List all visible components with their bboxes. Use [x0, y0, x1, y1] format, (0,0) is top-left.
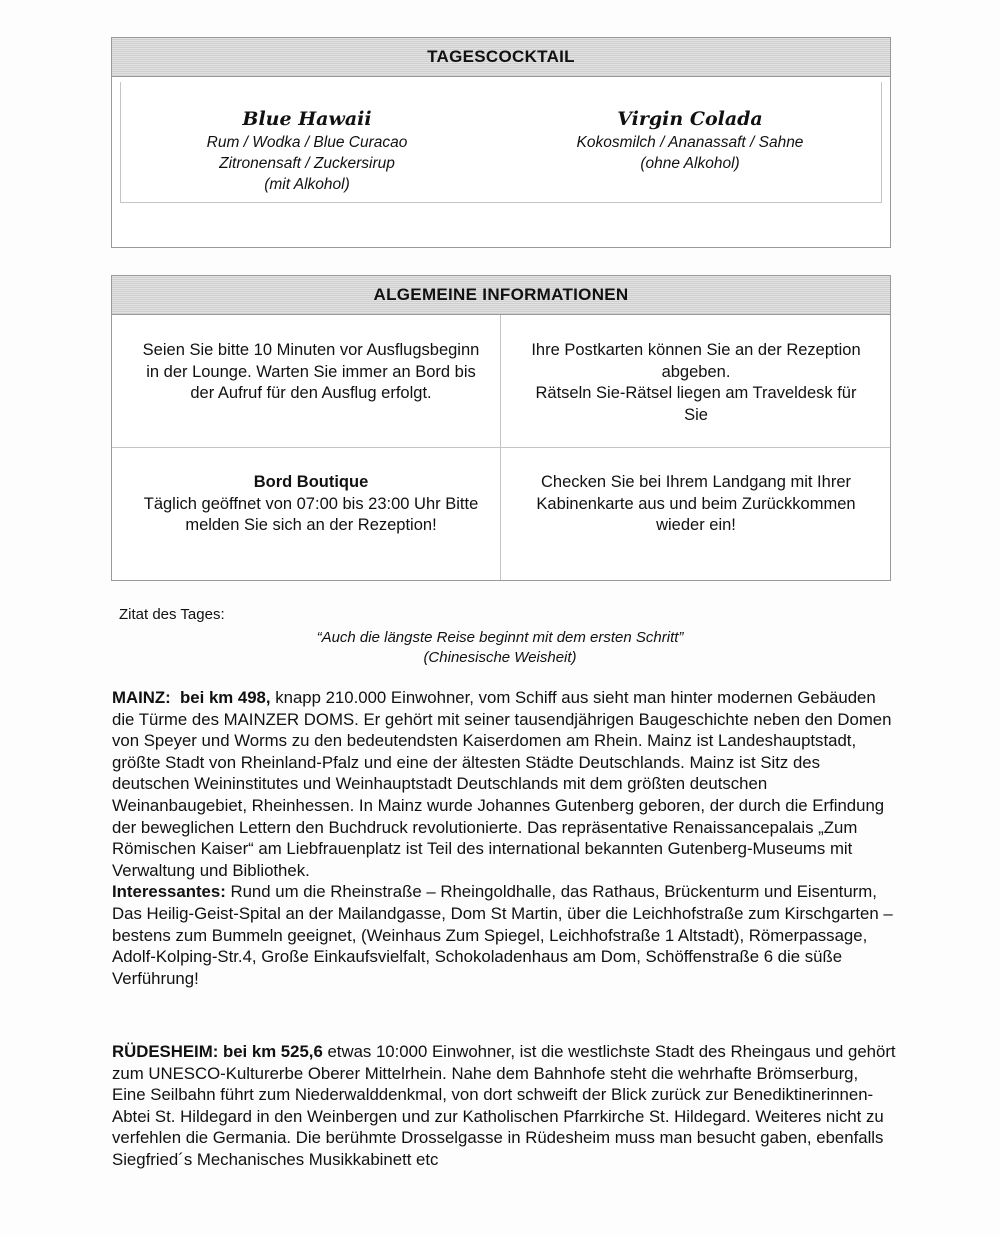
drink-alcohol-note: (ohne Alkohol) [640, 155, 740, 172]
info-header: ALGEMEINE INFORMATIONEN [112, 276, 890, 315]
article-ruedesheim [112, 1041, 902, 1171]
grid-divider-horizontal [112, 447, 890, 448]
info-cell-boutique [122, 472, 500, 537]
info-cell-title: Bord Boutique [253, 473, 369, 491]
info-cell-checkin [502, 472, 890, 537]
quote-label: Zitat des Tages: [119, 606, 225, 623]
info-cell-text: Ihre Postkarten können Sie an der Rezeption abgeben. Rätseln Sie-Rätsel liegen am Traveldesk für Sie [531, 341, 861, 424]
article-place: MAINZ: [112, 688, 171, 707]
quote-source: (Chinesische Weisheit) [423, 649, 577, 666]
drink-name: Virgin Colada [617, 108, 763, 130]
article-paragraph [112, 687, 902, 881]
info-grid [112, 315, 890, 580]
quote [200, 628, 800, 668]
info-cell-content [141, 472, 481, 537]
drink-ingredients: Rum / Wodka / Blue Curacao [206, 134, 408, 151]
interesting-label: Interessantes: [112, 882, 226, 902]
drink-alcohol-note: (mit Alkohol) [264, 176, 350, 193]
info-cell-text: Checken Sie bei Ihrem Landgang mit Ihrer Kabinenkarte aus und beim Zurückkommen wieder ein! [536, 473, 856, 534]
info-cell-postcards [502, 340, 890, 426]
article-paragraph: Eine Seilbahn führt zum Niederwalddenkmal, von dort schweift der Blick zurück zur Benediktinerinnen-Abtei St. Hildegard in den Weinbergen und zur Katholischen Pfarrkirche St. Hildegard. Weiteres nicht zu verfehlen die Germania. Die berühmte Drosselgasse in Rüdesheim muss man besucht gaben, ebenfalls Siegfried´s Mechanisches Musikkabinett etc [112, 1085, 884, 1169]
info-cell-text: Seien Sie bitte 10 Minuten vor Ausflugsbeginn in der Lounge. Warten Sie immer an Bord bis der Aufruf für den Ausflug erfolgt. [142, 341, 480, 402]
drink-virgin-colada [510, 107, 870, 174]
info-cell-meeting [122, 340, 500, 405]
article-paragraph [112, 881, 902, 989]
article-km: bei km 525,6 [222, 1042, 323, 1061]
article-body: knapp 210.000 Einwohner, vom Schiff aus sieht man hinter modernen Gebäuden die Türme des MAINZER DOMS. Er gehört mit seiner tausendjährigen Baugeschichte neben den Domen von Speyer und Worms zu den bedeutendsten Kaiserdomen am Rhein. Mainz ist Landeshauptstadt, größte Stadt von Rheinland-Pfalz und eine der ältesten Städte Deutschlands. Mainz ist Sitz des deutschen Weininstitutes und Weinhauptstadt Deutschlands mit dem größten deutschen Weinanbaugebiet, Rheinhessen. In Mainz wurde Johannes Gutenberg geboren, der durch die Erfindung der beweglichen Lettern den Buchdruck revolutionierte. Das repräsentative Renaissancepalais „Zum Römischen Kaiser“ am Liebfrauenplatz ist Teil des international bekannten Gutenberg-Museums mit Verwaltung und Bibliothek. [112, 688, 892, 880]
article-place: RÜDESHEIM: [112, 1042, 219, 1061]
drink-ingredients: Zitronensaft / Zuckersirup [219, 155, 395, 172]
quote-text: “Auch die längste Reise beginnt mit dem ersten Schritt” [316, 629, 684, 646]
article-mainz [112, 687, 902, 989]
interesting-text: Rund um die Rheinstraße – Rheingoldhalle, das Rathaus, Brückenturm und Eisenturm, Das Heilig-Geist-Spital an der Mailandgasse, Dom St Martin, über die Leichhofstraße zum Kirschgarten – bestens zum Bummeln geeignet, (Weinhaus Zum Spiegel, Leichhofstraße 1 Altstadt), Römerpassage, Adolf-Kolping-Str.4, Große Einkaufsvielfalt, Schokoladenhaus am Dom, Schöffenstraße 6 die süße Verführung! [112, 882, 893, 988]
article-paragraph [112, 1041, 902, 1084]
drink-blue-hawaii [127, 107, 487, 195]
cocktail-header: TAGESCOCKTAIL [112, 38, 890, 77]
info-cell-text: Täglich geöffnet von 07:00 bis 23:00 Uhr Bitte melden Sie sich an der Rezeption! [143, 494, 479, 534]
drink-name: Blue Hawaii [242, 108, 372, 130]
info-box [111, 275, 891, 581]
drink-ingredients: Kokosmilch / Ananassaft / Sahne [576, 134, 804, 151]
article-body: etwas 10:000 Einwohner, ist die westlichste Stadt des Rheingaus und gehört zum UNESCO-Kulturerbe Oberer Mittelrhein. Nahe dem Bahnhofe steht die wehrhafte Brömserburg, [112, 1042, 896, 1083]
article-km: bei km 498, [180, 688, 271, 707]
